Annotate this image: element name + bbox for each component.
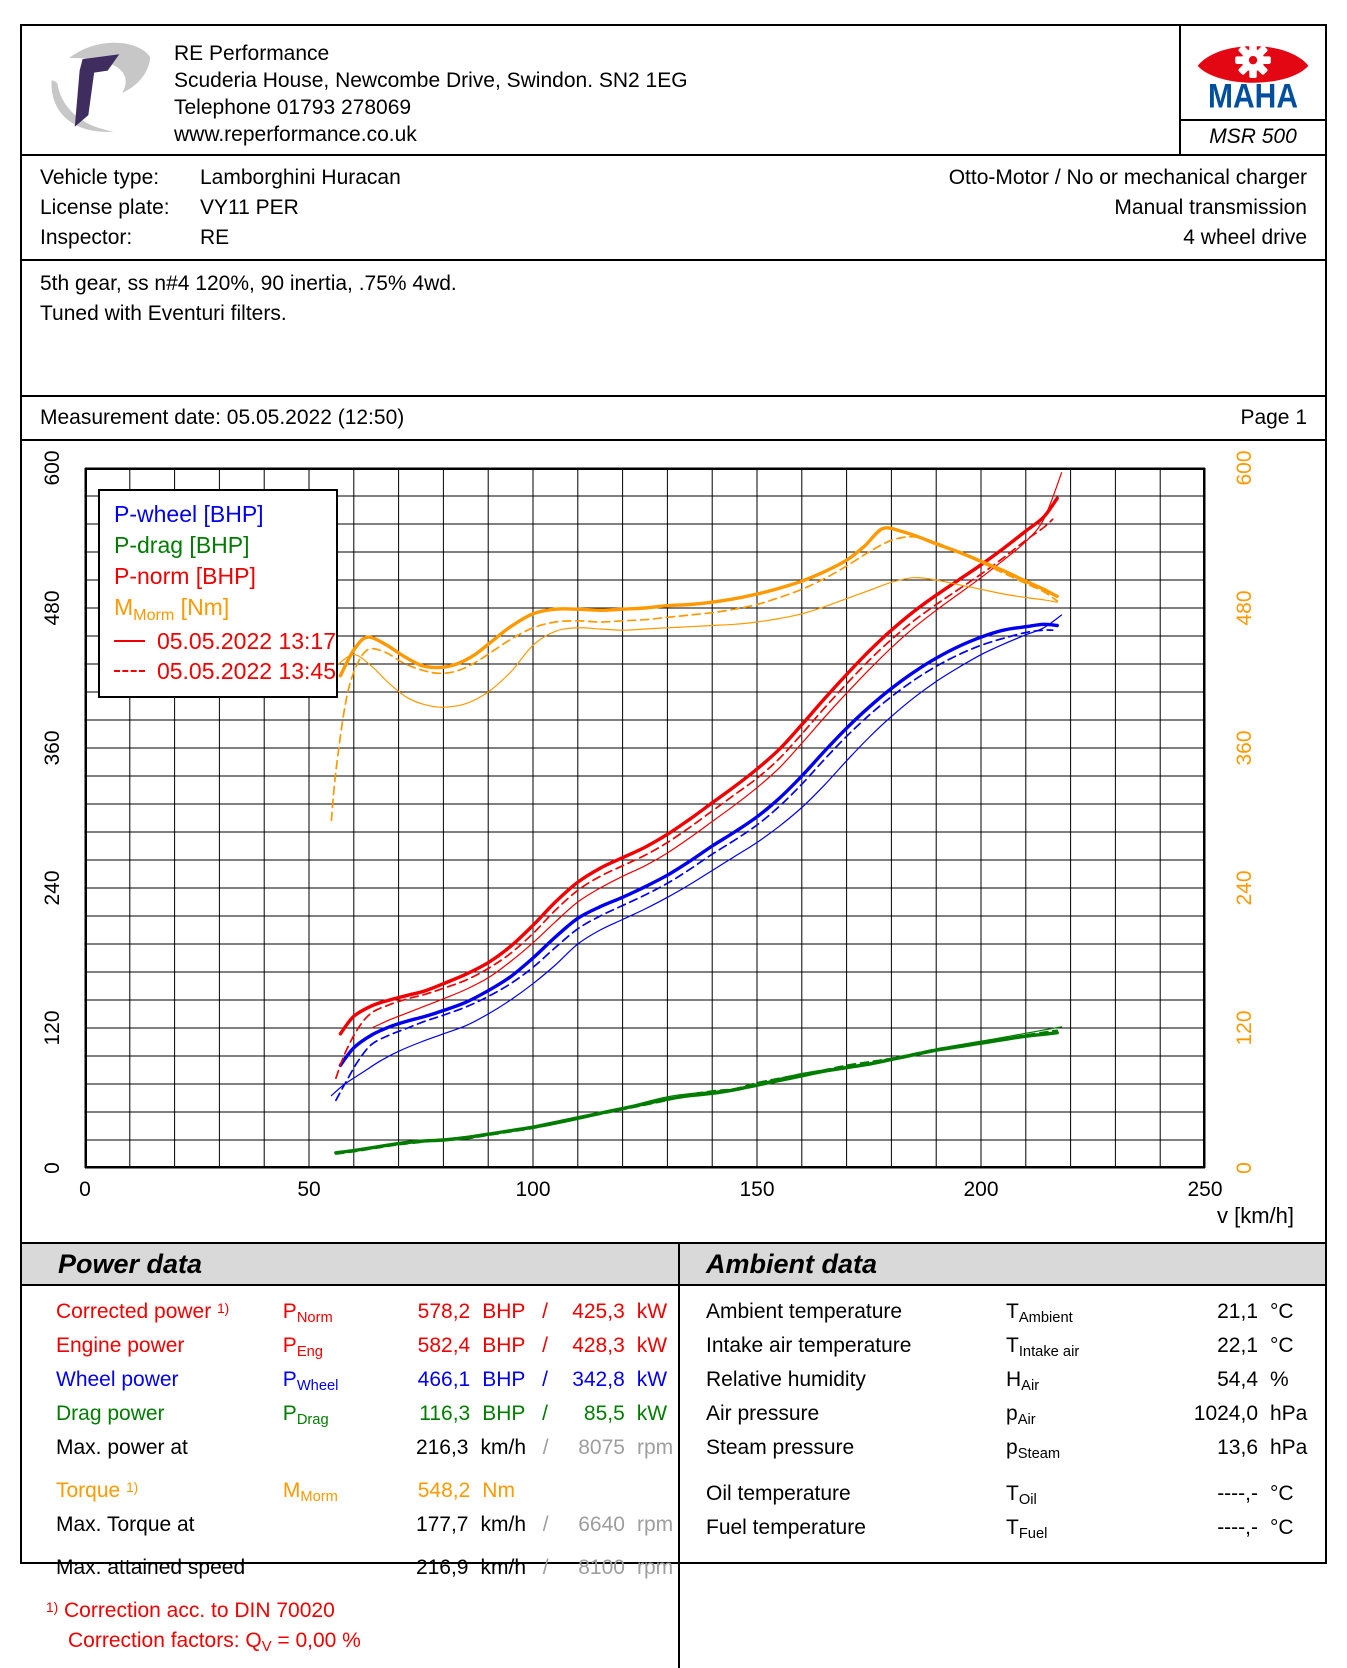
transmission-type: Manual transmission [1114, 196, 1307, 219]
row-label: Air pressure [706, 1402, 820, 1425]
measurement-bar [22, 397, 1325, 441]
row-label: Fuel temperature [706, 1516, 866, 1539]
correction-note-1 [46, 1597, 678, 1627]
table-row [56, 1475, 678, 1509]
symbol-sub: Oil [1018, 1492, 1037, 1509]
dyno-chart-section [22, 441, 1325, 1242]
row-slash: / [542, 1436, 549, 1459]
symbol-sub: Eng [296, 1344, 323, 1361]
row-symbol [1006, 1364, 1146, 1398]
row-slash: / [542, 1300, 549, 1323]
symbol-sub: Steam [1017, 1446, 1061, 1463]
row-symbol [1006, 1478, 1146, 1512]
table-row [706, 1398, 1325, 1432]
row-label [56, 1364, 283, 1398]
row-unit-2: rpm [636, 1436, 674, 1459]
row-symbol [283, 1364, 384, 1398]
row-label-sup: 1) [217, 1301, 230, 1317]
row-value-2: 428,3 [572, 1334, 625, 1357]
table-row [706, 1512, 1325, 1546]
row-unit: hPa [1270, 1402, 1308, 1425]
row-unit-1: BHP [482, 1402, 526, 1425]
row-symbol [1006, 1296, 1146, 1330]
symbol-sub: Fuel [1018, 1526, 1048, 1543]
power-data-column [22, 1242, 678, 1668]
row-value-1: 548,2 [417, 1479, 471, 1502]
row-symbol [282, 1509, 383, 1540]
row-value-1: 216,3 [415, 1436, 469, 1459]
page-number: Page 1 [1240, 406, 1307, 429]
maha-logo [1181, 26, 1325, 119]
company-phone: Telephone 01793 278069 [174, 96, 412, 119]
row-value-1: 582,4 [417, 1334, 471, 1357]
legend-entry-0: P-wheel [BHP] [114, 501, 264, 527]
table-row [56, 1364, 678, 1398]
measurement-date: Measurement date: 05.05.2022 (12:50) [40, 406, 405, 429]
dashed-line-icon [114, 670, 145, 672]
row-value-2: 85,5 [583, 1402, 625, 1425]
row-value-2: 425,3 [572, 1300, 625, 1323]
row-value: 13,6 [1217, 1436, 1258, 1459]
note-text: Correction acc. to DIN 70020 [58, 1599, 335, 1622]
vehicle-info-left [40, 163, 401, 253]
power-data-title: Power data [22, 1242, 678, 1286]
symbol-sub: Ambient [1018, 1310, 1073, 1327]
row-value-2: 8075 [578, 1436, 625, 1459]
y-tick-left-600: 600 [41, 450, 64, 486]
legend-run-label: 05.05.2022 13:17 [156, 628, 336, 654]
vehicle-type-value: Lamborghini Huracan [200, 166, 401, 189]
row-value: 21,1 [1217, 1300, 1258, 1323]
row-label-sup: 1) [126, 1480, 139, 1496]
company-info [174, 26, 1179, 154]
y-tick-right-120: 120 [1233, 1010, 1256, 1046]
row-label [56, 1398, 283, 1432]
row-label [56, 1432, 282, 1463]
symbol-main: p [1006, 1436, 1018, 1459]
maha-cell [1179, 26, 1325, 154]
row-slash: / [542, 1334, 549, 1357]
series-m-morm-thin [336, 578, 1057, 708]
symbol-main: P [282, 1402, 297, 1425]
row-unit-2: rpm [636, 1513, 674, 1536]
row-label-text: Max. Torque at [56, 1513, 195, 1536]
symbol-main: T [1006, 1482, 1019, 1505]
series-p-norm-05-05-2022-13-17 [340, 498, 1057, 1034]
symbol-main: P [282, 1368, 297, 1391]
note-sub: V [261, 1639, 272, 1656]
dyno-plot [85, 468, 1205, 1168]
series-p-wheel-05-05-2022-13-17 [340, 624, 1057, 1065]
drive-type: 4 wheel drive [1183, 226, 1307, 249]
row-value-2: 342,8 [572, 1368, 625, 1391]
legend-run-label: 05.05.2022 13:45 [156, 658, 336, 684]
chart-legend [98, 489, 338, 698]
symbol-sub: Air [1021, 1378, 1040, 1395]
row-unit: °C [1270, 1482, 1294, 1505]
row-value-2: 6640 [578, 1513, 625, 1536]
row-label: Relative humidity [706, 1368, 866, 1391]
row-value-2 [565, 1475, 625, 1509]
row-symbol [283, 1330, 384, 1364]
row-value: ----,- [1217, 1516, 1258, 1539]
row-slash: / [542, 1513, 549, 1536]
note-text-post: = 0,00 % [271, 1629, 361, 1652]
row-unit: °C [1270, 1300, 1294, 1323]
ambient-data-rows [680, 1286, 1325, 1546]
row-label [56, 1330, 283, 1364]
vehicle-info [22, 156, 1325, 261]
row-value-1: 578,2 [417, 1300, 471, 1323]
row-value-2: 8100 [578, 1556, 625, 1579]
inspector-value: RE [200, 226, 230, 249]
x-tick-0: 0 [79, 1178, 91, 1201]
table-row [706, 1364, 1325, 1398]
table-row [706, 1432, 1325, 1466]
row-value: 1024,0 [1193, 1402, 1258, 1425]
row-value-1: 466,1 [417, 1368, 471, 1391]
ambient-data-column [678, 1242, 1325, 1668]
legend-entry-unit: [Nm] [174, 594, 230, 620]
device-model: MSR 500 [1181, 119, 1325, 154]
report-header [22, 26, 1325, 156]
row-label-text: Drag power [56, 1402, 165, 1425]
license-plate-value: VY11 PER [200, 196, 299, 219]
row-value-1: 116,3 [419, 1402, 471, 1425]
row-label: Intake air temperature [706, 1334, 912, 1357]
row-label-text: Torque [56, 1479, 121, 1502]
correction-notes [22, 1597, 678, 1657]
note-text-pre: Correction factors: Q [68, 1629, 262, 1652]
symbol-sub: Morm [300, 1489, 338, 1506]
row-label-text: Corrected power [56, 1300, 212, 1323]
table-row [706, 1330, 1325, 1364]
x-tick-150: 150 [739, 1178, 775, 1201]
row-unit-2: rpm [636, 1556, 674, 1579]
x-axis-label: v [km/h] [1217, 1203, 1295, 1228]
table-row [706, 1296, 1325, 1330]
row-unit-2: kW [636, 1368, 668, 1391]
row-unit-1: km/h [480, 1436, 527, 1459]
table-row [56, 1330, 678, 1364]
symbol-sub: Norm [296, 1310, 333, 1327]
table-row [56, 1296, 678, 1330]
symbol-main: T [1006, 1516, 1019, 1539]
symbol-main: H [1006, 1368, 1022, 1391]
row-label [56, 1475, 283, 1509]
row-label: Oil temperature [706, 1482, 851, 1505]
row-unit-1: Nm [482, 1479, 515, 1502]
x-tick-50: 50 [297, 1178, 321, 1201]
row-symbol [282, 1552, 383, 1583]
table-row [56, 1398, 678, 1432]
y-tick-left-0: 0 [41, 1162, 64, 1174]
y-tick-right-240: 240 [1233, 870, 1256, 906]
company-address: Scuderia House, Newcombe Drive, Swindon. SN2 1EG [174, 69, 688, 92]
row-unit-1: BHP [482, 1300, 526, 1323]
row-symbol [282, 1432, 383, 1463]
inspector-row [40, 223, 401, 253]
row-value-1: 216,9 [415, 1556, 469, 1579]
legend-entry-2: P-norm [BHP] [114, 563, 256, 589]
row-unit: °C [1270, 1516, 1294, 1539]
legend-entry-3 [114, 592, 336, 626]
row-symbol [1006, 1432, 1146, 1466]
row-unit-2: kW [636, 1402, 668, 1425]
y-tick-left-360: 360 [41, 730, 64, 766]
row-unit-2 [625, 1475, 678, 1509]
table-row [706, 1478, 1325, 1512]
note-line-2: Tuned with Eventuri filters. [40, 302, 287, 325]
license-plate-row [40, 193, 401, 223]
row-slash: / [542, 1368, 549, 1391]
row-unit-1: km/h [480, 1513, 527, 1536]
row-symbol [283, 1398, 384, 1432]
row-value-1: 177,7 [415, 1513, 469, 1536]
series-m-morm-05-05-2022-13-17 [340, 528, 1057, 676]
row-label-text: Wheel power [56, 1368, 179, 1391]
row-unit: % [1270, 1368, 1289, 1391]
engine-type: Otto-Motor / No or mechanical charger [948, 166, 1307, 189]
row-slash: / [542, 1556, 549, 1579]
row-value: 22,1 [1217, 1334, 1258, 1357]
power-data-rows [22, 1286, 678, 1583]
y-tick-right-360: 360 [1233, 730, 1256, 766]
company-name: RE Performance [174, 42, 330, 65]
row-unit-2: kW [636, 1300, 668, 1323]
row-unit: °C [1270, 1334, 1294, 1357]
row-slash [525, 1475, 564, 1509]
row-label-text: Max. power at [56, 1436, 188, 1459]
series-m-morm-05-05-2022-13-45 [331, 537, 1057, 821]
row-label-text: Max. attained speed [56, 1556, 246, 1579]
license-plate-label: License plate: [40, 196, 170, 219]
row-symbol [283, 1296, 384, 1330]
row-label: Ambient temperature [706, 1300, 903, 1323]
note-sup: 1) [46, 1600, 59, 1616]
x-tick-100: 100 [515, 1178, 551, 1201]
row-value: 54,4 [1217, 1368, 1258, 1391]
symbol-sub: Intake air [1018, 1344, 1080, 1361]
row-unit-2: kW [636, 1334, 668, 1357]
row-unit-1: km/h [480, 1556, 527, 1579]
report-page [20, 24, 1327, 1656]
inspector-label: Inspector: [40, 226, 133, 249]
vehicle-type-label: Vehicle type: [40, 166, 160, 189]
symbol-main: T [1006, 1334, 1019, 1357]
y-tick-left-120: 120 [41, 1010, 64, 1046]
y-tick-left-480: 480 [41, 590, 64, 626]
note-line-1: 5th gear, ss n#4 120%, 90 inertia, .75% 4wd. [40, 272, 457, 295]
re-logo-icon [40, 32, 156, 148]
company-website: www.reperformance.co.uk [174, 123, 417, 146]
table-row [56, 1509, 678, 1540]
legend-entry-sub: Morm [133, 605, 175, 624]
row-label: Steam pressure [706, 1436, 855, 1459]
symbol-sub: Air [1017, 1412, 1036, 1429]
symbol-main: T [1006, 1300, 1019, 1323]
vehicle-info-right [949, 163, 1307, 253]
row-label [56, 1296, 283, 1330]
row-symbol [1006, 1398, 1146, 1432]
correction-note-2 [46, 1627, 678, 1657]
row-slash: / [542, 1402, 549, 1425]
symbol-main: p [1006, 1402, 1018, 1425]
legend-run-1 [114, 656, 336, 686]
row-label [56, 1552, 282, 1583]
row-symbol [1006, 1330, 1146, 1364]
legend-entry-main: M [114, 594, 134, 620]
y-tick-left-240: 240 [41, 870, 64, 906]
row-symbol [283, 1475, 384, 1509]
row-value: ----,- [1217, 1482, 1258, 1505]
row-symbol [1006, 1512, 1146, 1546]
symbol-main: P [282, 1300, 297, 1323]
y-tick-right-480: 480 [1233, 590, 1256, 626]
symbol-main: P [282, 1334, 297, 1357]
x-tick-200: 200 [963, 1178, 999, 1201]
x-tick-250: 250 [1187, 1178, 1223, 1201]
vehicle-type-row [40, 163, 401, 193]
series-p-norm-thin [372, 473, 1062, 1028]
row-label [56, 1509, 282, 1540]
symbol-sub: Wheel [296, 1378, 339, 1395]
row-unit-1: BHP [482, 1334, 526, 1357]
row-unit: hPa [1270, 1436, 1308, 1459]
legend-run-0 [114, 626, 336, 656]
legend-entry-1: P-drag [BHP] [114, 532, 250, 558]
symbol-sub: Drag [296, 1412, 329, 1429]
solid-line-icon [114, 640, 145, 642]
table-row [56, 1432, 678, 1463]
y-tick-right-0: 0 [1233, 1162, 1256, 1174]
maha-wordmark: MAHA [1208, 76, 1298, 115]
data-section [22, 1242, 1325, 1668]
notes-block [22, 261, 1325, 397]
symbol-main: M [282, 1479, 301, 1502]
row-unit-1: BHP [482, 1368, 526, 1391]
y-tick-right-600: 600 [1233, 450, 1256, 486]
row-label-text: Engine power [56, 1334, 185, 1357]
re-performance-logo [22, 26, 174, 154]
table-row [56, 1552, 678, 1583]
ambient-data-title: Ambient data [680, 1242, 1325, 1286]
